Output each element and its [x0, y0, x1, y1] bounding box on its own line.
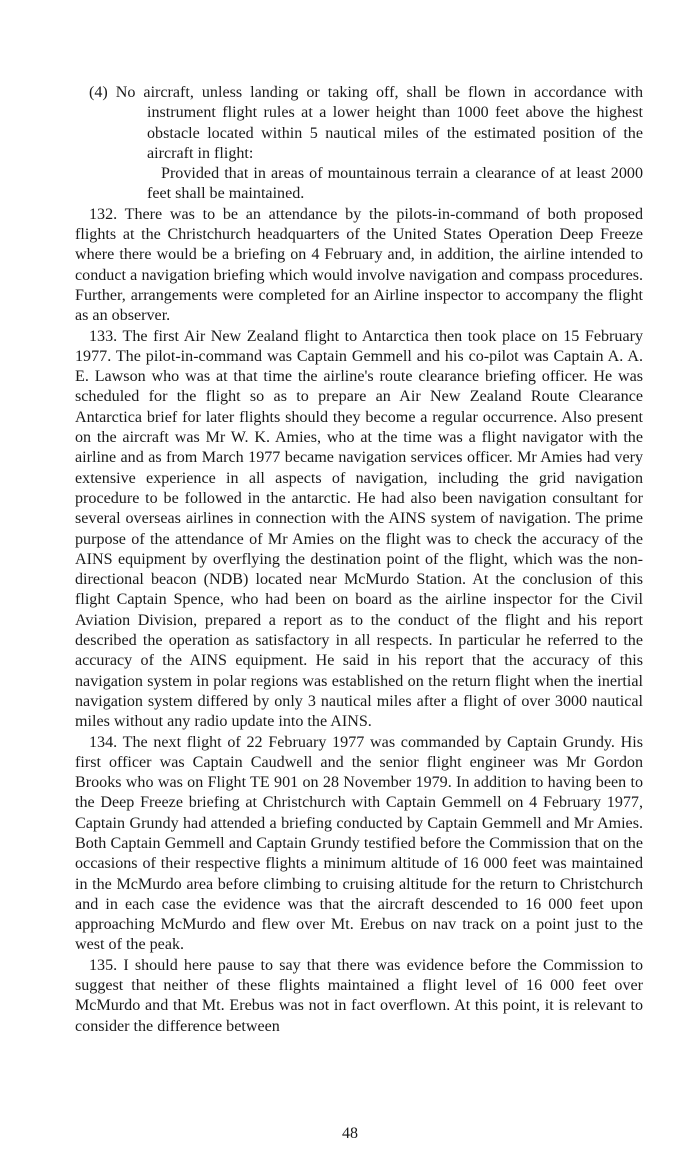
- paragraph-text: The next flight of 22 February 1977 was commanded by Captain Grundy. His first officer was Captain Caudwell and the senior flight engineer was Mr Gordon Brooks who was on Flight TE 901 on 28 November 1979. In addition to having been to the Deep Freeze briefing at Christchurch with Captain Gemmell on 4 February 1977, Captain Grundy had attended a briefing conducted by Captain Gemmell and Mr Amies. Both Captain Gemmell and Captain Grundy testified before the Commission that on the occasions of their respective flights a minimum altitude of 16 000 feet was maintained in the McMurdo area before climbing to cruising altitude for the return to Christchurch and in each case the evidence was that the aircraft descended to 16 000 feet upon approaching McMurdo and flew over Mt. Erebus on nav track on a point just to the west of the peak.: [75, 733, 644, 954]
- paragraph-number: 135.: [89, 956, 118, 974]
- rule-item-4: [75, 83, 643, 164]
- paragraph-132: [75, 205, 643, 327]
- paragraph-134: [75, 733, 643, 956]
- paragraph-number: 132.: [89, 205, 118, 223]
- paragraph-text: I should here pause to say that there was evidence before the Commission to suggest that neither of these flights maintained a flight level of 16 000 feet over McMurdo and that Mt. Erebus was not in fact overflown. At this point, it is relevant to consider the difference between: [75, 956, 644, 1035]
- paragraph-number: 133.: [89, 327, 118, 345]
- rule-item-proviso: Provided that in areas of mountainous terrain a clearance of at least 2000 feet shall be maintained.: [147, 165, 643, 203]
- rule-item-text: No aircraft, unless landing or taking off, shall be flown in accordance with instrument flight rules at a lower height than 1000 feet above the highest obstacle located within 5 nautical miles of the estimated position of the aircraft in flight:: [115, 84, 644, 162]
- document-body: [75, 83, 643, 1037]
- page-number: 48: [342, 1125, 358, 1142]
- paragraph-133: [75, 327, 643, 733]
- paragraph-text: The first Air New Zealand flight to Antarctica then took place on 15 February 1977. The pilot-in-command was Captain Gemmell and his co-pilot was Captain A. A. E. Lawson who was at that time the airline's route clearance briefing officer. He was scheduled for the flight so as to prepare an Air New Zealand Route Clearance Antarctica brief for later flights should they become a regular occurrence. Also present on the aircraft was Mr W. K. Amies, who at the time was a flight navigator with the airline and as from March 1977 became navigation services officer. Mr Amies had very extensive experience in all aspects of navigation, including the grid navigation procedure to be followed in the antarctic. He had also been navigation consultant for several overseas airlines in connection with the AINS system of navigation. The prime purpose of the attendance of Mr Amies on the flight was to check the accuracy of the AINS equipment by overflying the destination point of the flight, which was the non-directional beacon (NDB) located near McMurdo Station. At the conclusion of this flight Captain Spence, who had been on board as the airline inspector for the Civil Aviation Division, prepared a report as to the conduct of the flight and his report described the operation as satisfactory in all respects. In particular he referred to the accuracy of the AINS equipment. He said in his report that the accuracy of this navigation system in polar regions was established on the return flight when the inertial navigation system differed by only 3 nautical miles after a flight of over 3000 nautical miles without any radio update into the AINS.: [75, 327, 644, 731]
- paragraph-number: 134.: [89, 733, 118, 751]
- paragraph-text: There was to be an attendance by the pilots-in-command of both proposed flights at the Christchurch headquarters of the United States Operation Deep Freeze where there would be a briefing on 4 February and, in addition, the airline intended to conduct a navigation briefing which would involve navigation and compass procedures. Further, arrangements were completed for an Airline inspector to accompany the flight as an observer.: [75, 205, 643, 325]
- paragraph-135: [75, 956, 643, 1037]
- rule-item-label: (4): [89, 84, 108, 101]
